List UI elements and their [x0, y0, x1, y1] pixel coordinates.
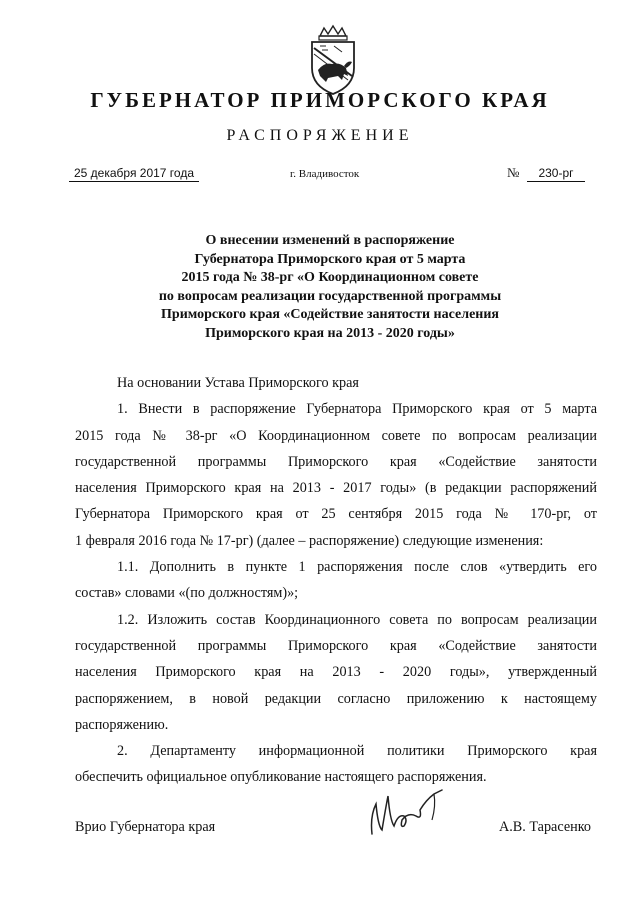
- signatory-title: Врио Губернатора края: [75, 819, 216, 835]
- subject-line: Приморского края на 2013 - 2020 годы»: [205, 325, 455, 341]
- document-city: г. Владивосток: [290, 168, 360, 180]
- body-line: состав» словами «(по должностям)»;: [75, 585, 299, 602]
- body-line: 2. Департаменту информационной политики Приморского края: [117, 743, 597, 760]
- subject-line: 2015 года № 38-рг «О Координационном совете: [181, 270, 479, 285]
- body-line: распоряжением, в новой редакции согласно приложению к настоящему: [75, 690, 597, 707]
- handwritten-signature: [364, 786, 454, 846]
- subject-line: по вопросам реализации государственной программы: [158, 288, 502, 304]
- signatory-name: А.В. Тарасенко: [499, 819, 591, 835]
- subject-line: Приморского края «Содействие занятости населения: [161, 307, 499, 322]
- subject-line: Губернатора Приморского края от 5 марта: [194, 251, 466, 267]
- body-line: 1 февраля 2016 года № 17-рг) (далее – распоряжение) следующие изменения:: [75, 532, 544, 549]
- document-number: 230-рг: [527, 166, 585, 182]
- body-line: 1.2. Изложить состав Координационного совета по вопросам реализации: [117, 611, 597, 628]
- body-line: государственной программы Приморского края «Содействие занятости: [75, 637, 597, 654]
- body-line: населения Приморского края на 2013 - 2020 годы», утвержденный: [75, 664, 597, 681]
- document-subject: [120, 232, 540, 343]
- body-line: Губернатора Приморского края от 25 сентября 2015 года № 170-рг, от: [75, 506, 597, 523]
- body-line: 1.1. Дополнить в пункте 1 распоряжения после слов «утвердить его: [117, 559, 597, 576]
- document-body: [75, 370, 597, 791]
- body-line: 2015 года № 38-рг «О Координационном совете по вопросам реализации: [75, 427, 597, 444]
- body-line: распоряжению.: [75, 716, 169, 733]
- subject-line: О внесении изменений в распоряжение: [205, 233, 455, 248]
- body-line: населения Приморского края на 2013 - 2017 годы» (в редакции распоряжений: [75, 480, 597, 497]
- body-line: На основании Устава Приморского края: [117, 375, 359, 391]
- body-line: государственной программы Приморского края «Содействие занятости: [75, 453, 597, 470]
- issuing-authority: ГУБЕРНАТОР ПРИМОРСКОГО КРАЯ: [90, 88, 550, 112]
- body-line: обеспечить официальное опубликование настоящего распоряжения.: [75, 769, 487, 786]
- document-date: 25 декабря 2017 года: [69, 166, 199, 182]
- coat-of-arms-emblem: [298, 24, 368, 98]
- body-line: 1. Внести в распоряжение Губернатора Приморского края от 5 марта: [117, 401, 597, 418]
- document-number-label: №: [507, 165, 520, 180]
- document-type: РАСПОРЯЖЕНИЕ: [226, 127, 414, 144]
